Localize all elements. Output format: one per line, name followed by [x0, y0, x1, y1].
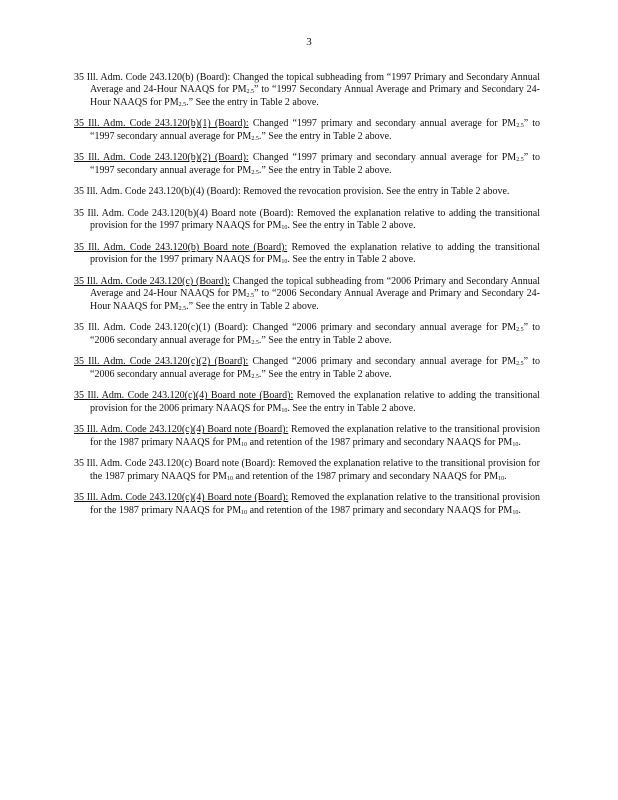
entry-text: .” See the entry in Table 2 above. [186, 300, 319, 312]
entry-text: Changed “1997 primary and secondary annual average for PM [248, 118, 517, 130]
entry-text: . See the entry in Table 2 above. [287, 402, 416, 414]
list-item [74, 276, 540, 313]
subscript: 2.5 [516, 327, 524, 334]
subscript: 2.5 [251, 169, 259, 176]
entry-text: . [504, 470, 507, 482]
citation: 35 Ill. Adm. Code 243.120(c)(4) Board note (Board): [74, 492, 289, 504]
citation: 35 Ill. Adm. Code 243.120(c)(1) (Board): [74, 322, 249, 334]
list-item [74, 322, 540, 347]
entry-text: .” See the entry in Table 2 above. [258, 368, 392, 380]
list-item [74, 208, 540, 233]
entry-text: ” to “1997 secondary annual average for PM [90, 118, 541, 142]
list-item [74, 118, 540, 143]
citation: 35 Ill. Adm. Code 243.120(b)(4) Board note (Board): [74, 208, 294, 219]
list-item [74, 458, 540, 483]
citation: 35 Ill. Adm. Code 243.120(b) (Board): [74, 72, 231, 83]
entry-text: Changed the topical subheading from “2006 Primary and Secondary Annual Average and 24-Hour NAAQS for PM [90, 276, 541, 300]
entry-list [74, 72, 540, 526]
entry-text: Removed the explanation relative to adding the transitional provision for the 2006 primary NAAQS for PM [90, 390, 541, 414]
subscript: 10 [281, 225, 288, 232]
list-item [74, 390, 540, 415]
entry-text: ” to “2006 secondary annual average for PM [90, 356, 541, 380]
entry-text: Removed the revocation provision. See the entry in Table 2 above. [240, 186, 510, 198]
subscript: 10 [241, 509, 248, 516]
citation: 35 Ill. Adm. Code 243.120(b) Board note (Board): [74, 242, 288, 253]
subscript: 10 [281, 259, 288, 266]
entry-text: Changed “1997 primary and secondary annual average for PM [248, 152, 517, 164]
subscript: 2.5 [251, 135, 259, 142]
list-item [74, 152, 540, 177]
citation: 35 Ill. Adm. Code 243.120(c) (Board): [74, 276, 230, 287]
entry-text: Removed the explanation relative to the transitional provision for the 1987 primary NAAQS for PM [90, 458, 540, 482]
citation: 35 Ill. Adm. Code 243.120(b)(4) (Board): [74, 186, 241, 198]
subscript: 2.5 [251, 373, 259, 380]
list-item [74, 356, 540, 381]
entry-text: ” to “2006 secondary annual average for PM [90, 322, 541, 346]
entry-text: . [518, 436, 521, 448]
subscript: 2.5 [246, 293, 255, 300]
entry-text: .” See the entry in Table 2 above. [186, 96, 319, 108]
entry-text: ” to “2006 Secondary Annual Average and Primary and Secondary 24-Hour NAAQS for PM [90, 288, 541, 312]
list-item [74, 424, 540, 449]
entry-text: .” See the entry in Table 2 above. [258, 334, 392, 346]
subscript: 10 [512, 441, 519, 448]
list-item [74, 186, 540, 198]
entry-text: .” See the entry in Table 2 above. [258, 130, 392, 142]
citation: 35 Ill. Adm. Code 243.120(c)(4) Board note (Board): [74, 390, 294, 402]
subscript: 2.5 [178, 305, 187, 312]
list-item [74, 72, 540, 109]
citation: 35 Ill. Adm. Code 243.120(c)(4) Board note (Board): [74, 424, 289, 436]
entry-text: Removed the explanation relative to the transitional provision for the 1987 primary NAAQS for PM [90, 424, 541, 448]
citation: 35 Ill. Adm. Code 243.120(b)(1) (Board): [74, 118, 249, 130]
entry-text: and retention of the 1987 primary and secondary NAAQS for PM [232, 470, 499, 482]
entry-text: . [518, 504, 521, 516]
subscript: 2.5 [516, 157, 524, 164]
entry-text: and retention of the 1987 primary and secondary NAAQS for PM [247, 504, 513, 516]
entry-text: Removed the explanation relative to the transitional provision for the 1987 primary NAAQS for PM [90, 492, 541, 516]
entry-text: . See the entry in Table 2 above. [287, 220, 416, 232]
entry-text: Removed the explanation relative to adding the transitional provision for the 1997 primary NAAQS for PM [90, 242, 540, 266]
subscript: 10 [241, 441, 248, 448]
page-number: 3 [306, 36, 312, 48]
citation: 35 Ill. Adm. Code 243.120(b)(2) (Board): [74, 152, 249, 164]
citation: 35 Ill. Adm. Code 243.120(c) Board note (Board): [74, 458, 276, 470]
subscript: 2.5 [178, 101, 187, 108]
entry-text: Removed the explanation relative to adding the transitional provision for the 1997 primary NAAQS for PM [90, 208, 541, 232]
subscript: 2.5 [246, 89, 255, 96]
entry-text: and retention of the 1987 primary and secondary NAAQS for PM [247, 436, 513, 448]
entry-text: Changed “2006 primary and secondary annual average for PM [248, 322, 517, 334]
subscript: 10 [498, 475, 505, 482]
entry-text: .” See the entry in Table 2 above. [258, 164, 392, 176]
subscript: 10 [226, 475, 233, 482]
entry-text: Changed the topical subheading from “1997 Primary and Secondary Annual Average and 24-Hour NAAQS for PM [90, 72, 541, 96]
citation: 35 Ill. Adm. Code 243.120(c)(2) (Board): [74, 356, 249, 368]
subscript: 10 [512, 509, 519, 516]
entry-text: Changed “2006 primary and secondary annual average for PM [248, 356, 517, 368]
subscript: 2.5 [516, 361, 524, 368]
entry-text: ” to “1997 Secondary Annual Average and Primary and Secondary 24-Hour NAAQS for PM [90, 84, 541, 108]
list-item [74, 492, 540, 517]
subscript: 2.5 [516, 123, 524, 130]
list-item [74, 242, 540, 267]
entry-text: . See the entry in Table 2 above. [287, 254, 416, 266]
entry-text: ” to “1997 secondary annual average for PM [90, 152, 541, 176]
subscript: 10 [281, 407, 288, 414]
subscript: 2.5 [251, 339, 259, 346]
